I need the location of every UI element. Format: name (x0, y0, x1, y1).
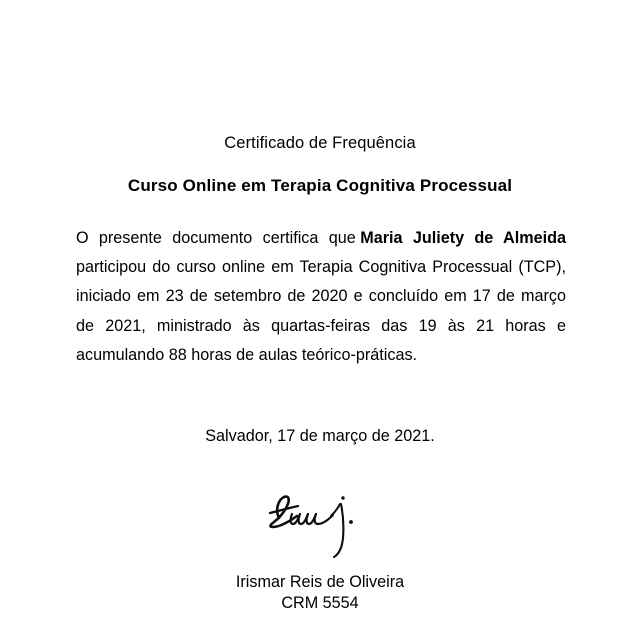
certificate-body (76, 224, 566, 370)
page-title: Curso Online em Terapia Cognitiva Processual (127, 176, 513, 195)
signer-block (0, 572, 640, 614)
heading-block (0, 132, 640, 197)
body-line-2: participou do curso online em Terapia Cognitiva Processual (TCP), (76, 258, 566, 277)
handwritten-signature-icon (245, 482, 395, 560)
body-line-4: de 2021, ministrado às quartas-feiras das 19 às 21 horas e (76, 316, 566, 335)
signature-area (0, 482, 640, 565)
body-line-1-prefix: O presente documento certifica que (76, 229, 356, 247)
body-line-1 (76, 224, 566, 253)
document-kicker: Certificado de Frequência (224, 134, 416, 152)
student-name: Maria Juliety de Almeida (360, 229, 566, 247)
body-line-5: acumulando 88 horas de aulas teórico-práticas. (76, 345, 418, 364)
signer-name: Irismar Reis de Oliveira (235, 573, 405, 591)
body-line-3: iniciado em 23 de setembro de 2020 e concluído em 17 de março (76, 287, 566, 306)
signer-registration: CRM 5554 (281, 594, 359, 612)
place-and-date: Salvador, 17 de março de 2021. (205, 427, 435, 445)
